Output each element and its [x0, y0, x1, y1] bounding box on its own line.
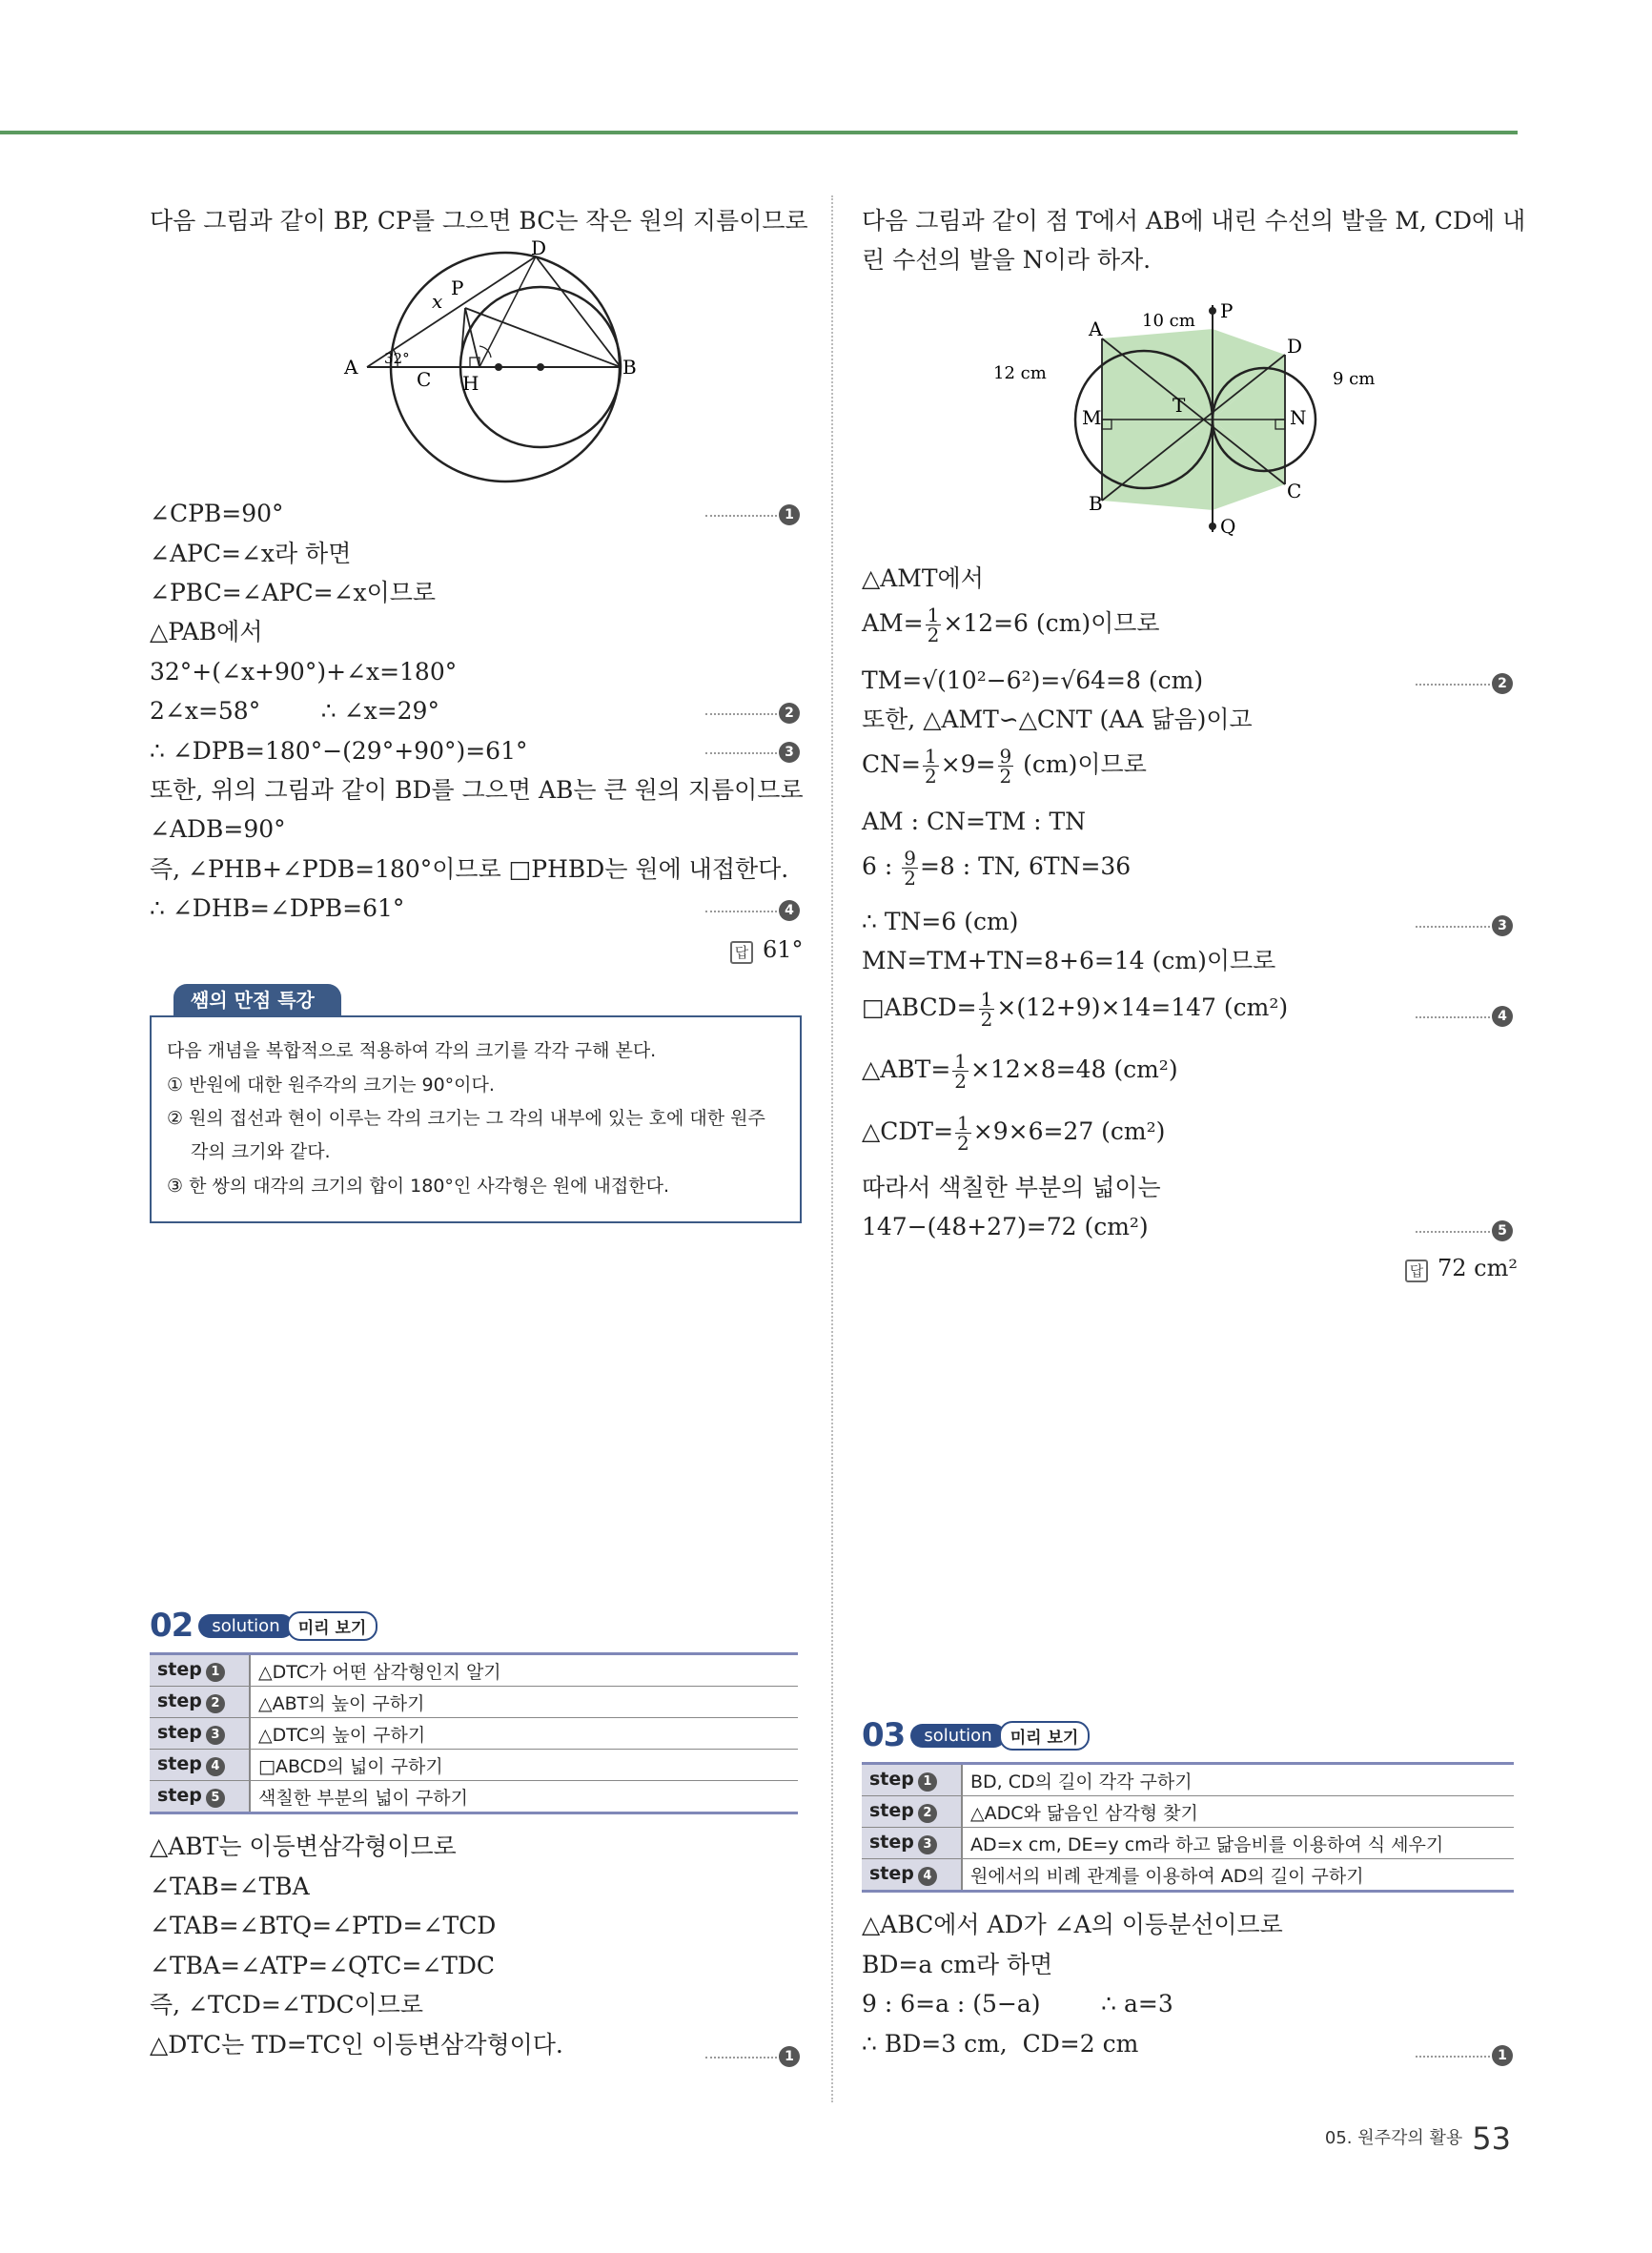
fig1-label-A: A — [344, 356, 358, 379]
right-bottom-line-4: ∴ BD=3 cm, CD=2 cm — [862, 2030, 1139, 2058]
fig1-label-C: C — [417, 368, 432, 391]
tip-line-4: 각의 크기와 같다. — [191, 1141, 331, 1162]
leader-dots — [1416, 1231, 1490, 1233]
step-marker: 3 — [1492, 915, 1513, 936]
step-marker: 3 — [779, 742, 800, 763]
figure-circles-2 — [982, 296, 1392, 543]
fig2-label-A: A — [1089, 317, 1103, 340]
solution-02-steps — [150, 1652, 798, 1814]
right-line-2: AM= $\frac{1}{2}$ ×12=6 (cm)이므로 — [862, 604, 1160, 646]
right-line-11: △ABT= $\frac{1}{2}$ ×12×8=48 (cm²) — [862, 1050, 1178, 1093]
tip-title: 쌤의 만점 특강 — [173, 984, 341, 1016]
solution-preview: 미리 보기 — [287, 1611, 378, 1641]
answer-2 — [1405, 1255, 1518, 1282]
fig1-label-angle: 32° — [384, 350, 410, 367]
top-rule — [0, 131, 1518, 134]
page-number: 53 — [1472, 2120, 1511, 2157]
left-line-6: 2∠x=58° ∴ ∠x=29° — [150, 697, 439, 725]
tip-line-5: ③ 한 쌍의 대각의 크기의 합이 180°인 사각형은 원에 내접한다. — [167, 1176, 669, 1197]
left-line-11: ∴ ∠DHB=∠DPB=61° — [150, 894, 405, 922]
step-marker: 1 — [779, 504, 800, 525]
tip-line-1: 다음 개념을 복합적으로 적용하여 각의 크기를 각각 구해 본다. — [167, 1040, 657, 1061]
right-bottom-line-1: △ABC에서 AD가 ∠A의 이등분선이므로 — [862, 1911, 1283, 1938]
left-line-3: ∠PBC=∠APC=∠x이므로 — [150, 579, 437, 606]
left-bottom-line-4: ∠TBA=∠ATP=∠QTC=∠TDC — [150, 1952, 496, 1979]
fig2-label-10cm: 10 cm — [1142, 311, 1195, 331]
left-bottom-line-3: ∠TAB=∠BTQ=∠PTD=∠TCD — [150, 1912, 497, 1939]
right-line-14: 147−(48+27)=72 (cm²) — [862, 1213, 1149, 1240]
table-row: step 1 BD, CD의 길이 각각 구하기 — [862, 1764, 1514, 1796]
solution-preview: 미리 보기 — [999, 1721, 1091, 1751]
table-row: step 3 AD=x cm, DE=y cm라 하고 닮음비를 이용하여 식 세우기 — [862, 1828, 1514, 1859]
right-line-7: 6 : $\frac{9}{2}$ =8 : TN, 6TN=36 — [862, 847, 1132, 890]
solution-number: 03 — [862, 1716, 906, 1754]
leader-dots — [705, 911, 777, 912]
leader-dots — [1416, 684, 1490, 686]
leader-dots — [705, 515, 777, 517]
left-line-1: ∠CPB=90° — [150, 500, 284, 527]
table-row: step 3 △DTC의 높이 구하기 — [150, 1718, 798, 1750]
fig2-label-P: P — [1220, 299, 1234, 322]
fig2-label-9cm: 9 cm — [1333, 369, 1376, 389]
step-marker: 2 — [1492, 673, 1513, 694]
left-line-10: 즉, ∠PHB+∠PDB=180°이므로 □PHBD는 원에 내접한다. — [150, 855, 789, 883]
page-footer — [1325, 2120, 1511, 2157]
right-line-10: □ABCD= $\frac{1}{2}$ ×(12+9)×14=147 (cm²) — [862, 988, 1289, 1031]
step-marker: 5 — [1492, 1220, 1513, 1241]
solution-03-steps — [862, 1762, 1514, 1893]
figure-circles-1 — [338, 236, 637, 491]
left-line-5: 32°+(∠x+90°)+∠x=180° — [150, 658, 458, 686]
answer-tag: 답 — [730, 941, 753, 964]
table-row: step 4 원에서의 비례 관계를 이용하여 AD의 길이 구하기 — [862, 1859, 1514, 1892]
left-bottom-line-6: △DTC는 TD=TC인 이등변삼각형이다. — [150, 2031, 563, 2058]
right-line-8: ∴ TN=6 (cm) — [862, 908, 1019, 935]
fig2-label-M: M — [1082, 406, 1102, 429]
fig2-label-N: N — [1290, 406, 1307, 429]
column-divider — [831, 195, 833, 2102]
left-intro: 다음 그림과 같이 BP, CP를 그으면 BC는 작은 원의 지름이므로 — [150, 207, 808, 235]
step-marker: 1 — [779, 2046, 800, 2067]
right-line-4: 또한, △AMT∽△CNT (AA 닮음)이고 — [862, 706, 1253, 733]
solution-pill: solution — [910, 1724, 1005, 1748]
table-row: step 5 색칠한 부분의 넓이 구하기 — [150, 1781, 798, 1813]
fig2-label-B: B — [1089, 492, 1103, 515]
step-marker: 1 — [1492, 2045, 1513, 2066]
right-bottom-line-2: BD=a cm라 하면 — [862, 1951, 1053, 1978]
right-line-9: MN=TM+TN=8+6=14 (cm)이므로 — [862, 947, 1276, 974]
left-bottom-line-2: ∠TAB=∠TBA — [150, 1873, 310, 1900]
step-marker: 4 — [779, 900, 800, 921]
left-line-4: △PAB에서 — [150, 618, 263, 645]
fig2-label-T: T — [1173, 394, 1186, 417]
table-row: step 4 □ABCD의 넓이 구하기 — [150, 1750, 798, 1781]
left-line-9: ∠ADB=90° — [150, 815, 286, 843]
fig1-label-D: D — [531, 236, 547, 259]
tip-line-3: ② 원의 접선과 현이 이루는 각의 크기는 그 각의 내부에 있는 호에 대한 원주 — [167, 1108, 765, 1129]
right-line-6: AM : CN=TM : TN — [862, 808, 1087, 835]
leader-dots — [1416, 926, 1490, 928]
right-line-5: CN= $\frac{1}{2}$ ×9= $\frac{9}{2}$ (cm)이므로 — [862, 745, 1147, 788]
right-intro-2: 린 수선의 발을 N이라 하자. — [862, 246, 1152, 274]
fig1-label-H: H — [462, 372, 479, 395]
leader-dots — [705, 713, 777, 715]
answer-value: 72 cm² — [1438, 1255, 1518, 1281]
leader-dots — [1416, 1016, 1490, 1018]
answer-value: 61° — [763, 936, 804, 963]
chapter-title: 05. 원주각의 활용 — [1324, 2127, 1463, 2148]
left-bottom-line-5: 즉, ∠TCD=∠TDC이므로 — [150, 1991, 424, 2018]
fig1-label-x: x — [432, 290, 443, 313]
table-row: step 2 △ADC와 닮음인 삼각형 찾기 — [862, 1796, 1514, 1828]
solution-number: 02 — [150, 1607, 194, 1645]
table-row: step 2 △ABT의 높이 구하기 — [150, 1687, 798, 1718]
right-line-1: △AMT에서 — [862, 564, 984, 592]
answer-tag: 답 — [1405, 1260, 1428, 1282]
leader-dots — [705, 752, 777, 754]
solution-pill: solution — [198, 1614, 293, 1638]
solution-03-header — [862, 1716, 1090, 1754]
right-line-13: 따라서 색칠한 부분의 넓이는 — [862, 1174, 1161, 1201]
left-line-8: 또한, 위의 그림과 같이 BD를 그으면 AB는 큰 원의 지름이므로 — [150, 776, 804, 804]
right-intro-1: 다음 그림과 같이 점 T에서 AB에 내린 수선의 발을 M, CD에 내 — [862, 207, 1526, 235]
step-marker: 2 — [779, 703, 800, 724]
left-line-7: ∴ ∠DPB=180°−(29°+90°)=61° — [150, 737, 528, 765]
right-line-3: TM=√(10²−6²)=√64=8 (cm) — [862, 666, 1204, 694]
left-bottom-line-1: △ABT는 이등변삼각형이므로 — [150, 1833, 457, 1860]
fig2-label-D: D — [1287, 335, 1303, 358]
tip-line-2: ① 반원에 대한 원주각의 크기는 90°이다. — [167, 1075, 495, 1096]
fig2-label-12cm: 12 cm — [993, 363, 1047, 383]
right-bottom-line-3: 9 : 6=a : (5−a) ∴ a=3 — [862, 1990, 1173, 2017]
left-line-2: ∠APC=∠x라 하면 — [150, 540, 352, 567]
answer-1 — [730, 936, 804, 964]
right-line-12: △CDT= $\frac{1}{2}$ ×9×6=27 (cm²) — [862, 1112, 1166, 1155]
leader-dots — [1416, 2056, 1490, 2058]
leader-dots — [705, 2057, 777, 2058]
fig2-label-Q: Q — [1220, 515, 1236, 538]
step-marker: 4 — [1492, 1006, 1513, 1027]
fig2-label-C: C — [1287, 480, 1302, 502]
fig1-label-B: B — [622, 356, 637, 379]
table-row: step 1 △DTC가 어떤 삼각형인지 알기 — [150, 1654, 798, 1687]
solution-02-header — [150, 1607, 377, 1645]
fig1-label-P: P — [451, 277, 464, 299]
